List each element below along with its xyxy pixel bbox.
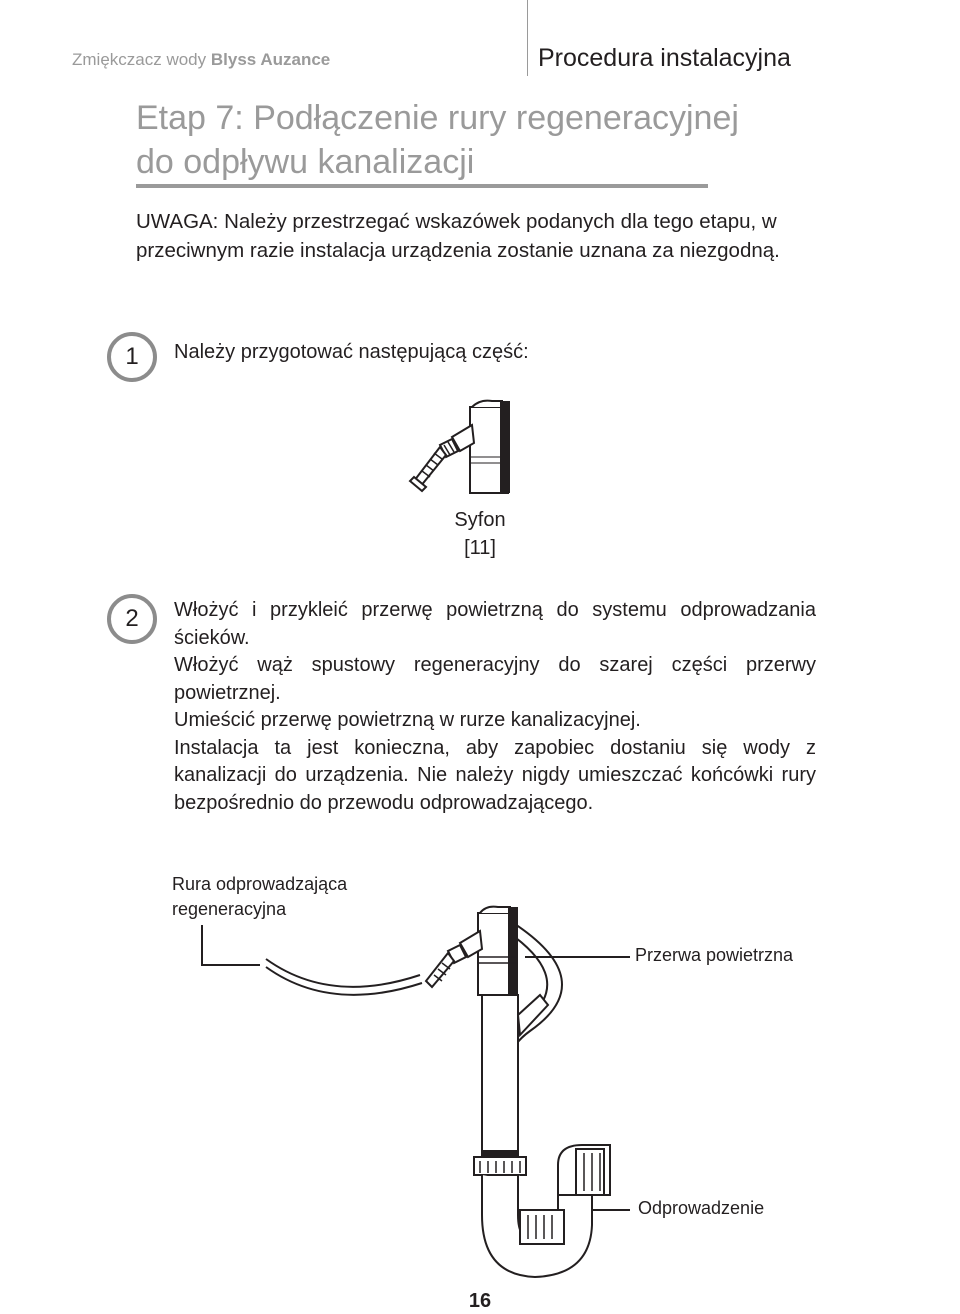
page-title-line2: do odpływu kanalizacji: [136, 143, 475, 181]
step-2-paragraph-3: Umieścić przerwę powietrzną w rurze kanalizacyjnej.: [174, 709, 641, 731]
warning-text: UWAGA: Należy przestrzegać wskazówek podanych dla tego etapu, w przeciwnym razie instalacja urządzenia zostanie uznana za niezgodną.: [136, 210, 780, 262]
step-2-text: [174, 597, 816, 817]
step-2-paragraph-2: Włożyć wąż spustowy regeneracyjny do szarej części przerwy powietrznej.: [174, 654, 816, 704]
part-name: Syfon: [454, 509, 506, 531]
part-caption: [430, 506, 530, 562]
header-product-prefix: Zmiękczacz wody: [72, 50, 207, 69]
step-1-number: 1: [125, 343, 139, 370]
label-drain: Odprowadzenie: [638, 1198, 765, 1218]
page-number: 16: [468, 1290, 492, 1312]
step-2-number: 2: [125, 605, 139, 632]
siphon-part-illustration: [400, 395, 530, 500]
page-title-line1: Etap 7: Podłączenie rury regeneracyjnej: [136, 99, 739, 137]
header-product: [72, 50, 330, 70]
step-2-paragraph-1: Włożyć i przykleić przerwę powietrzną do systemu odprowadzania ścieków.: [174, 599, 816, 649]
part-ref: [11]: [464, 537, 496, 559]
step-1-text: Należy przygotować następującą część:: [174, 341, 529, 363]
label-regeneration-hose: Rura odprowadzająca regeneracyjna: [172, 874, 348, 919]
header-product-name: Blyss Auzance: [210, 50, 331, 69]
installation-diagram: [190, 895, 640, 1290]
header-section-title: Procedura instalacyjna: [538, 44, 791, 72]
step-2-badge: [107, 594, 157, 644]
step-2-paragraph-4: Instalacja ta jest konieczna, aby zapobiec dostaniu się wody z kanalizacji do urządzenia. Nie należy nigdy umieszczać końcówki rury bezpośrednio do przewodu odprowadzającego.: [174, 736, 816, 814]
step-1-badge: [107, 332, 157, 382]
label-air-gap: Przerwa powietrzna: [635, 945, 794, 965]
title-underline: [136, 184, 708, 188]
page-title: [136, 96, 896, 184]
header-divider: [527, 0, 528, 76]
